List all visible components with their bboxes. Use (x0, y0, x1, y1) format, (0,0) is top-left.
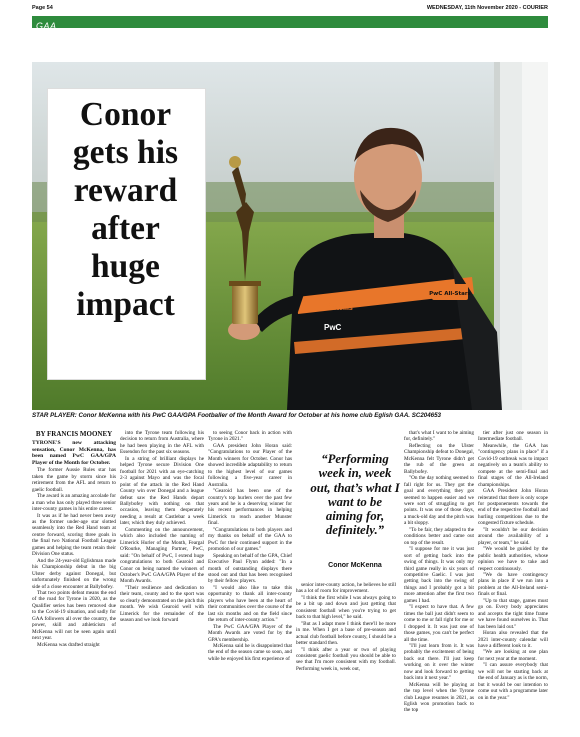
paragraph: And the 24-year-old Eglishman made his Championship debut in the big Ulster derby against Donegal, but unfortunately finished on the wrong side of a close encounter at Ballybofey. (32, 557, 116, 590)
headline-line: impact (76, 286, 175, 323)
paragraph: That two points defeat means the end of the road for Tyrone in 2020, as the Qualifier series has been removed due to the Covid-19 situation, and sadly for GAA followers all over the country, the power, skill and athleticism of McKenna will not be seen again until next year. (32, 589, 116, 642)
section-banner (32, 16, 548, 31)
paragraph: It was as if he had never been away as the former under-age star slotted seamlessly into the Red Hand team at centre forward, scoring three goals in the final two National Football League games and helping the team retain their Division One status. (32, 512, 116, 558)
headline-line: Conor (79, 96, 172, 133)
paragraph: GAA President John Horan reiterated that there is only scope for postponements towards the end of the respective football and hurling competitions due to the congested fixture schedule. (478, 488, 548, 527)
shirt-sponsor-pwc: PwC (324, 323, 342, 332)
byline: BY FRANCIS MOONEY (35, 430, 113, 438)
paragraph: "To be fair, they adapted to the conditions better and came out on top of the result. (404, 526, 474, 546)
article-headline (47, 96, 204, 324)
paragraph: "On the day nothing seemed to fall right for us. They got the goal and everything they got seemed to happen easier and we were sort of struggling to get points. It was one of those days, a muck-old day and the pitch was a bit sloppy. (404, 475, 474, 527)
paragraph: "Their resilience and dedication to their team, county and to the sport was so clearly demonstrated on the pitch this month. We wish Gearoid well with Limerick for the remainder of the season and we look forward (120, 584, 204, 624)
headline-line: reward (73, 172, 178, 209)
paragraph: "We would be guided by the public health authorities, whose opinion we have to take and respect continuously. (478, 546, 548, 572)
paragraph: The PwC GAA/GPA Player of the Month Awards are voted for by the GPA's membership. (208, 623, 292, 643)
paragraph: "We are looking at one plan for next year at the moment. (478, 649, 548, 662)
paragraph: "I can assure everybody that we will not be starting back at the end of January as is the norm, but it would be our intention to come out with a programme later on in the year." (478, 662, 548, 701)
paragraph: "Gearoid has been one of the country's top hurlers over the past few years and he is a deserving winner for his recent performances in helping Limerick to reach another Munster final. (208, 488, 292, 527)
paragraph: The former Aussie Rules star has taken the game by storm since his retirement from the AFL and return to gaelic football. (32, 467, 116, 493)
paragraph: that's what I want to be aiming for, definitely." (404, 430, 474, 443)
paragraph: "Up to that stage, games must go on. Every body appreciates and accepts the tight time frame we have found ourselves in. That has been laid out." (478, 597, 548, 630)
photo-caption: STAR PLAYER: Conor McKenna with his PwC GAA/GPA Footballer of the Month Award for October at his home club Eglish GAA. SC204653 (32, 412, 441, 419)
article-column-4 (296, 582, 396, 672)
article-column-5 (404, 430, 474, 714)
paragraph: "I think the first while I was always going to be a bit up and down and just getting that consistent football when you're trying to get back to that high level," he said. (296, 594, 396, 621)
paragraph: "But as I adapt more I think there'll be more in me. When I get a base of pre-season and actual club football before county, I should be a better standard then. (296, 620, 396, 647)
article-column-3 (208, 430, 292, 662)
pull-quote: “Performing week in, week out, that’s what I want to be aiming for, definitely.” (310, 452, 400, 538)
paragraph: into the Tyrone team following his decision to return from Australia, where he had been playing in the AFL with Essendon for the past six seasons. (120, 430, 204, 456)
headline-line: huge (91, 248, 160, 285)
paragraph: In a string of brilliant displays he helped Tyrone secure Division One football for 2021 with an eye-catching 2-3 against Mayo and was the focal point of the attack in the Red Hand County win over Donegal and a league defeat saw the Red Hands depart Ballybofey with nothing on that occasion, leaving them desperately needing a result at Castlebar a week later, which they duly achieved. (120, 455, 204, 527)
section-label: GAA (36, 21, 57, 31)
pull-quote-attribution: Conor McKenna (328, 562, 382, 569)
headline-line: after (91, 210, 160, 247)
article-column-6 (478, 430, 548, 701)
paragraph: Speaking on behalf of the GPA, Chief Executive Paul Flynn added: "In a month of outstanding displays there stood out and that has been recognised by their fellow players. (208, 552, 292, 585)
paragraph: McKenna was drafted straight (37, 641, 100, 648)
paragraph: "I would also like to take this opportunity to thank all inter-county players who have been at the heart of their communities over the course of the last six months and on the field since the return of inter-county action." (208, 584, 292, 624)
shirt-sponsor-oneills: Ó'Neills (327, 305, 353, 312)
paragraph: "I suppose for me it was just sort of getting back into the swing of things. It was only my third game really in six years of competitive Gaelic. I was just getting back into the swing of things and I probably got a bit more attention after the first two games I had. (404, 546, 474, 604)
article-column-2 (120, 430, 204, 624)
paragraph: GAA president John Horan said: "Congratulations to our Player of the Month winners for October. Conor has showed incredible adaptability to return to the highest level of our games following a five-year career in Australia. (208, 442, 292, 488)
paragraph: "I'll just learn from it. It was probably the excitement of being back out there. I'll just keep working on it over the winter now and look forward to getting back into it next year." (404, 642, 474, 682)
paragraph: tier after just one season in Intermediate football. (478, 430, 548, 443)
paragraph: to seeing Conor back in action with Tyrone in 2021." (208, 430, 292, 443)
paragraph: The award is an amazing accolade for a man who has only played three senior inter-county games in his entire career. (32, 493, 116, 513)
paragraph: "We do have contingency plans in place if we run into a problem at the All-Ireland semi-finals or final. (478, 571, 548, 598)
headline-line: gets his (72, 134, 179, 171)
paragraph: "Congratulations to both players and my thanks on behalf of the GAA to PwC for their continued support in the promotion of our games." (208, 526, 292, 553)
article-intro: TYRONE'S new attacking sensation, Conor McKenna, has been named PwC GAA/GPA Player of the Month for October. (32, 440, 116, 466)
paragraph: Meanwhile, the GAA has "contingency plans in place" if a Covid-19 outbreak was to impact negatively on a team's ability to compete at the semi-final and final stages of the All-Ireland championships. (478, 442, 548, 488)
paragraph: "It wouldn't be our decision around the availability of a player, or team," he said. (478, 526, 548, 546)
issue-date: WEDNESDAY, 11th November 2020 - COURIER (426, 5, 548, 11)
page-folio (32, 2, 548, 14)
article-column-1 (32, 430, 116, 648)
paragraph: "I expect to have that. A few times the ball just didn't seem to come to me or fall right for me or I dropped it. It was just one of those games, you can't be perfect all the time. (404, 604, 474, 643)
page-number: Page 54 (32, 5, 53, 11)
paragraph: "I think after a year or two of playing consistent gaelic football you should be able to see that I'm more consistent with my football. Performing week in, week out, (296, 646, 396, 672)
paragraph: McKenna said he is disappointed that the end of the season came so soon, and while he enjoyed his first experience of (208, 642, 292, 662)
paragraph: Horan also revealed that the 2021 inter-county calendar will have a different look to it. (478, 630, 548, 649)
allstars-badge-text: PwC All-Stars (429, 291, 471, 297)
paragraph: senior inter-county action, he believes he still has a lot of room for improvement. (296, 582, 396, 595)
paragraph: Commenting on the announcement, which also included the naming of Limerick Hurler of the Month, Feargal O'Rourke, Managing Partner, PwC, said: "On behalf of PwC, I extend huge congratulations to both Gearoid and Conor on being named the winners of October's PwC GAA/GPA Player of the Month Awards. (120, 526, 204, 585)
paragraph: Reflecting on the Ulster Championship defeat to Donegal, McKenna felt Tyrone didn't get the rub of the green at Ballybofey. (404, 442, 474, 475)
paragraph: McKenna will be playing at the top level when the Tyrone club League resumes in 2021, as Eglish won promotion back to the top (404, 681, 474, 714)
